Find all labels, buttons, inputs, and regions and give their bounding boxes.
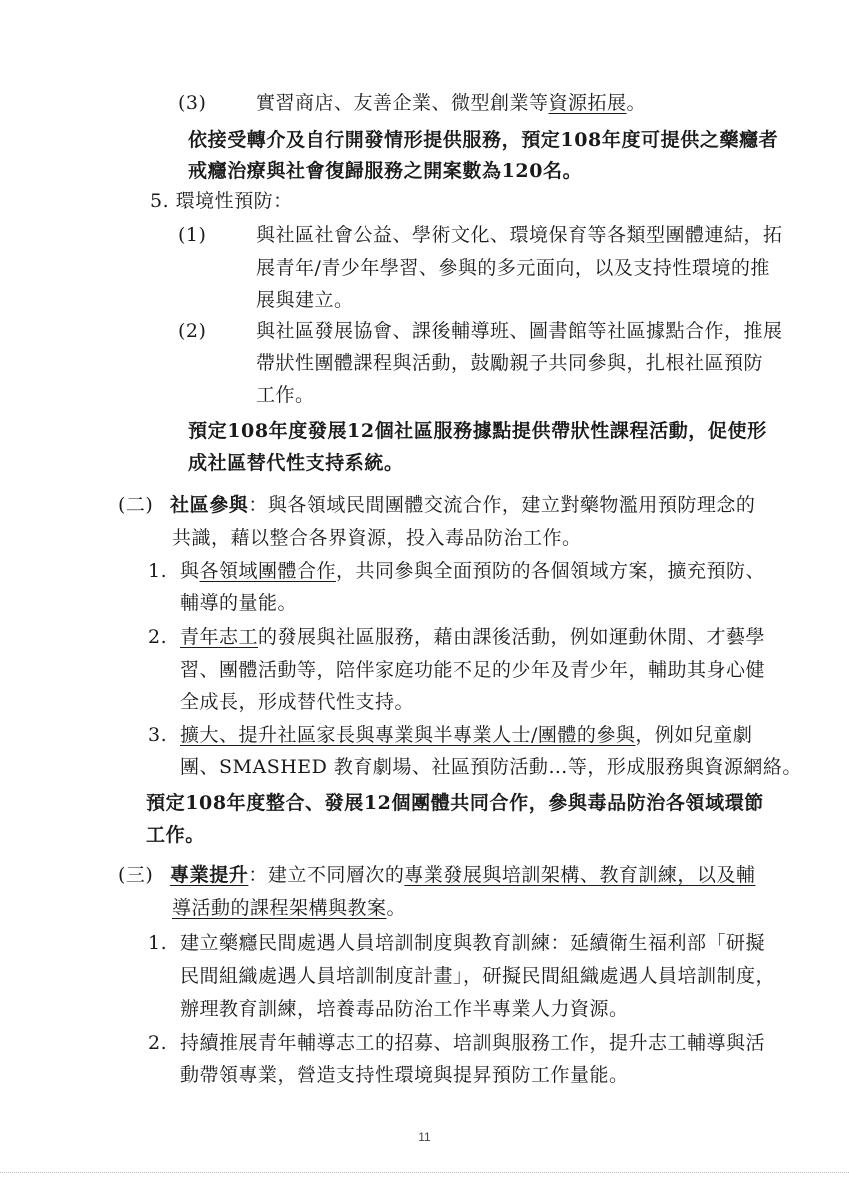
- s2-item-2-rest: 的發展與社區服務，藉由課後活動，例如運動休閒、才藝學: [258, 626, 766, 648]
- item-3-number: (3): [178, 92, 207, 114]
- item-3-end: 。: [626, 92, 647, 114]
- s2-item-1-underlined: 各領域團體合作: [199, 560, 337, 582]
- s5-item-2-line-3: 工作。: [256, 384, 315, 406]
- page-number: 11: [418, 1130, 431, 1144]
- s3-item-1-line-3: 辦理教育訓練，培養毒品防治工作半專業人力資源。: [180, 998, 629, 1020]
- s2-item-3-line-1: [180, 722, 752, 748]
- s2-title: 社區參與: [170, 494, 249, 516]
- s2-bold-line-1: 預定108年度整合、發展12個團體共同合作，參與毒品防治各領域環節: [146, 792, 764, 814]
- s2-item-2-line-1: [180, 624, 765, 650]
- s3-heading-underlined-2: 導活動的課程架構與教案: [172, 897, 387, 919]
- s3-item-1-line-1: 建立藥癮民間處遇人員培訓制度與教育訓練：延續衛生福利部「研擬: [180, 932, 766, 954]
- s2-item-3-rest: ，例如兒童劇: [635, 724, 753, 746]
- s3-item-1-line-2: 民間組織處遇人員培訓制度計畫」，研擬民間組織處遇人員培訓制度，: [180, 965, 776, 987]
- s5-item-2-line-2: 帶狀性團體課程與活動，鼓勵親子共同參與，扎根社區預防: [256, 352, 764, 374]
- s2-item-3-line-2: 團、SMASHED 教育劇場、社區預防活動…等，形成服務與資源網絡。: [180, 756, 802, 778]
- s2-heading-line: [118, 492, 755, 518]
- s2-item-2-line-3: 全成長，形成替代性支持。: [180, 691, 415, 713]
- s5-bold-line-2: 成社區替代性支持系統。: [188, 452, 404, 474]
- s2-item-2-line-2: 習、團體活動等，陪伴家庭功能不足的少年及青少年，輔助其身心健: [180, 659, 766, 681]
- s5-heading: 5. 環境性預防：: [150, 190, 293, 212]
- s5-item-1-line-2: 展青年/青少年學習、參與的多元面向，以及支持性環境的推: [256, 257, 770, 279]
- s2-heading-line-2: 共識，藉以整合各界資源，投入毒品防治工作。: [172, 527, 582, 549]
- s2-item-1-line-2: 輔導的量能。: [180, 592, 298, 614]
- s2-bold-line-2: 工作。: [146, 824, 205, 846]
- s3-heading-mid: ：建立不同層次的: [248, 864, 405, 886]
- s3-heading-line: [118, 862, 755, 888]
- s5-item-2-number: (2): [178, 320, 207, 342]
- s3-item-2-line-1: 持續推展青年輔導志工的招募、培訓與服務工作，提升志工輔導與活: [180, 1032, 766, 1054]
- s3-heading-underlined: 專業發展與培訓架構、教育訓練，以及輔: [404, 864, 756, 886]
- s5-bold-line-1: 預定108年度發展12個社區服務據點提供帶狀性課程活動，促使形: [188, 420, 767, 442]
- s5-item-2-line-1: 與社區發展協會、課後輔導班、圖書館等社區據點合作，推展: [256, 320, 783, 342]
- s2-item-1-line-1: [180, 558, 765, 584]
- s3-heading-line-2: [172, 895, 406, 921]
- item-3-text: 實習商店、友善企業、微型創業等: [256, 92, 549, 114]
- s5-item-1-line-3: 展與建立。: [256, 289, 354, 311]
- s2-heading-rest: ：與各領域民間團體交流合作，建立對藥物濫用預防理念的: [248, 494, 756, 516]
- s3-number: (三): [118, 864, 154, 886]
- s2-item-1-rest: ，共同參與全面預防的各個領域方案，擴充預防、: [336, 560, 766, 582]
- s2-item-3-underlined: 擴大、提升社區家長與專業與半專業人士/團體的參與: [180, 724, 636, 746]
- s2-item-2-underlined: 青年志工: [180, 626, 259, 648]
- item-3-line: [178, 90, 646, 116]
- s3-title: 專業提升: [170, 864, 249, 886]
- s2-number: (二): [118, 494, 154, 516]
- s5-item-1-line-1: 與社區社會公益、學術文化、環境保育等各類型團體連結，拓: [256, 224, 783, 246]
- footer-divider: [0, 1172, 849, 1173]
- s2-item-3-number: 3.: [148, 724, 168, 746]
- s3-item-2-number: 2.: [148, 1032, 168, 1054]
- s2-item-1-pre: 與: [180, 560, 200, 582]
- s3-item-1-number: 1.: [148, 932, 168, 954]
- s1-bold-line-2: 戒癮治療與社會復歸服務之開案數為120名。: [188, 160, 583, 182]
- s5-item-1-number: (1): [178, 224, 207, 246]
- s1-bold-line-1: 依接受轉介及自行開發情形提供服務，預定108年度可提供之藥癮者: [188, 129, 779, 151]
- s3-item-2-line-2: 動帶領專業，營造支持性環境與提昇預防工作量能。: [180, 1064, 629, 1086]
- item-3-underlined: 資源拓展: [548, 92, 627, 114]
- s3-heading-end: 。: [386, 897, 407, 919]
- s2-item-2-number: 2.: [148, 626, 168, 648]
- s2-item-1-number: 1.: [148, 560, 168, 582]
